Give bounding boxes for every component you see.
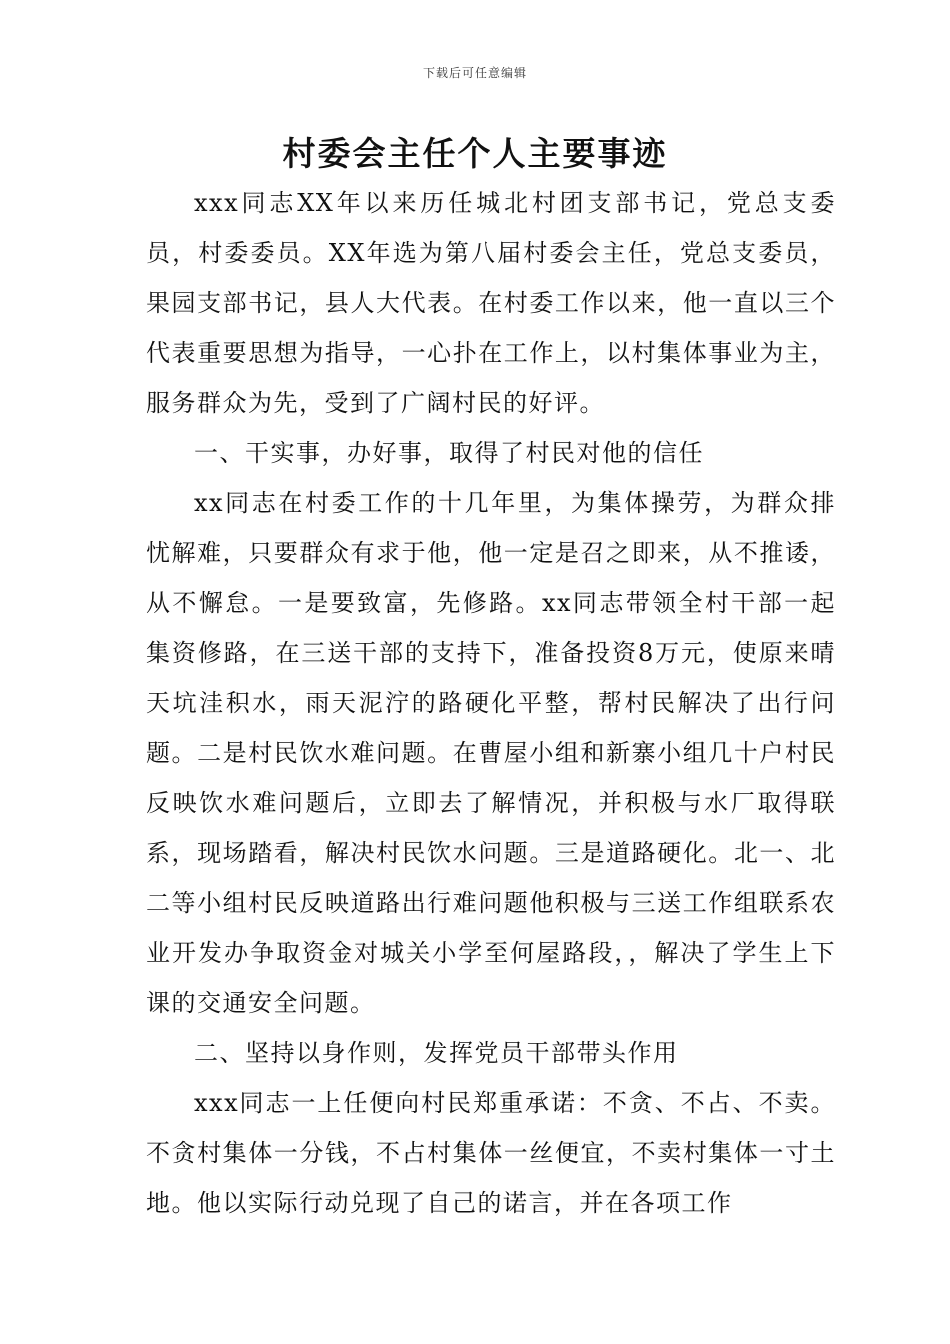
section-heading-1: 一、干实事，办好事，取得了村民对他的信任 xyxy=(194,439,704,467)
paragraph-intro: xxx同志XX年以来历任城北村团支部书记，党总支委员，村委委员。XX年选为第八届村委会主任，党总支委员，果园支部书记，县人大代表。在村委工作以来，他一直以三个代表重要思想为指导，一心扑在工作上，以村集体事业为主，服务群众为先，受到了广阔村民的好评。 xyxy=(146,189,836,417)
section-heading-2: 二、坚持以身作则，发挥党员干部带头作用 xyxy=(194,1039,679,1067)
paragraph-section-2: xxx同志一上任便向村民郑重承诺：不贪、不占、不卖。不贪村集体一分钱，不占村集体一丝便宜，不卖村集体一寸土地。他以实际行动兑现了自己的诺言，并在各项工作 xyxy=(146,1089,836,1217)
paragraph-section-1: xx同志在村委工作的十几年里，为集体操劳，为群众排忧解难，只要群众有求于他，他一定是召之即来，从不推诿，从不懈怠。一是要致富，先修路。xx同志带领全村干部一起集资修路，在三送干部的支持下，准备投资8万元，使原来晴天坑洼积水，雨天泥泞的路硬化平整，帮村民解决了出行问题。二是村民饮水难问题。在曹屋小组和新寨小组几十户村民反映饮水难问题后，立即去了解情况，并积极与水厂取得联系，现场踏看，解决村民饮水问题。三是道路硬化。北一、北二等小组村民反映道路出行难问题他积极与三送工作组联系农业开发办争取资金对城关小学至何屋路段，，解决了学生上下课的交通安全问题。 xyxy=(146,489,836,1017)
document-title: 村委会主任个人主要事迹 xyxy=(282,134,668,173)
document-body xyxy=(146,178,836,1228)
header-note: 下载后可任意编辑 xyxy=(422,66,527,80)
